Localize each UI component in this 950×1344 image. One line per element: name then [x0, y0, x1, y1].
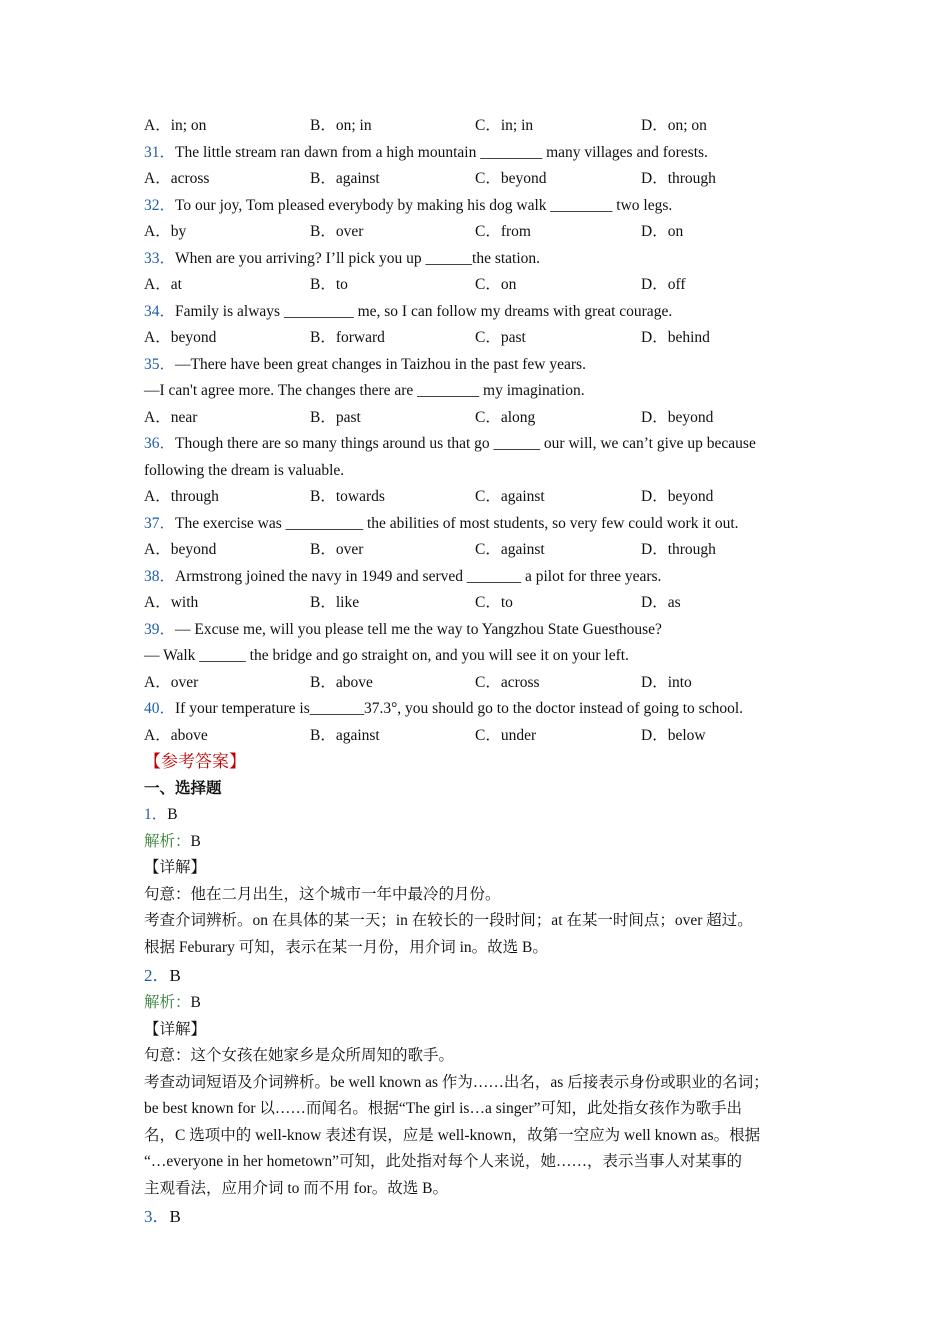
answer-1 [144, 802, 824, 829]
option-a: A．across [144, 170, 210, 187]
question-options [144, 325, 824, 352]
answer-number: 1． [144, 806, 168, 823]
question-stem [144, 299, 824, 326]
option-b: B．towards [310, 488, 385, 505]
option-d: D．through [641, 170, 716, 187]
question-options [144, 670, 824, 697]
q30-options [144, 113, 824, 140]
analysis-line [144, 990, 824, 1017]
option-a: A．in; on [144, 117, 207, 134]
question-options [144, 166, 824, 193]
option-c: C．against [475, 541, 545, 558]
analysis-value: B [190, 994, 201, 1011]
question-number: 37． [144, 514, 176, 532]
question-number: 39． [144, 620, 176, 638]
detail-line: “…everyone in her hometown”可知，此处指对每个人来说，她……，表示当事人对某事的 [144, 1153, 742, 1170]
option-b: B．over [310, 223, 364, 240]
option-b: B．past [310, 408, 361, 426]
option-d: D．behind [641, 329, 710, 346]
detail-line: 句意：这个女孩在她家乡是众所周知的歌手。 [144, 1047, 455, 1064]
option-a: A．with [144, 594, 199, 611]
question-stem [144, 140, 824, 167]
detail-line: 主观看法，应用介词 to 而不用 for。故选 B。 [144, 1179, 448, 1197]
question-options [144, 272, 824, 299]
question-stem [144, 696, 824, 723]
question-text: When are you arriving? I’ll pick you up ______the station. [175, 249, 541, 267]
question-number: 32． [144, 196, 176, 214]
option-b: B．against [310, 170, 380, 187]
question-text-continued: —I can't agree more. The changes there are ________ my imagination. [144, 382, 585, 399]
section-title: 一、选择题 [144, 779, 222, 797]
option-a: A．over [144, 673, 199, 691]
option-c: C．in; in [475, 117, 534, 134]
option-d: D．beyond [641, 408, 714, 426]
option-c: C．under [475, 726, 537, 744]
option-d: D．on; on [641, 117, 707, 134]
option-d: D．below [641, 726, 706, 744]
detail-line: 根据 Feburary 可知，表示在某一月份，用介词 in。故选 B。 [144, 938, 548, 956]
option-a: A．beyond [144, 329, 217, 346]
detail-line: 考查介词辨析。on 在具体的某一天；in 在较长的一段时间；at 在某一时间点；over 超过。 [144, 912, 753, 929]
question-options [144, 723, 824, 750]
option-c: C．across [475, 673, 540, 691]
question-options [144, 405, 824, 432]
option-c: C．on [475, 276, 517, 293]
answer-heading: 【参考答案】 [144, 752, 246, 771]
question-text: Though there are so many things around us that go ______ our will, we can’t give up because [175, 435, 756, 452]
question-stem [144, 564, 824, 591]
option-a: A．near [144, 408, 198, 426]
option-d: D．through [641, 541, 716, 558]
detail-line: 名，C 选项中的 well-know 表述有误，应是 well-known，故第一空应为 well known as。根据 [144, 1126, 761, 1144]
option-d: D．into [641, 673, 692, 691]
analysis-label: 解析： [144, 994, 191, 1011]
question-number: 31． [144, 143, 176, 161]
option-d: D．on [641, 223, 684, 240]
detail-line: 考查动词短语及介词辨析。be well known as 作为……出名，as 后接表示身份或职业的名词； [144, 1073, 769, 1091]
question-text: Family is always _________ me, so I can follow my dreams with great courage. [175, 302, 673, 320]
question-text-continued: — Walk ______ the bridge and go straight on, and you will see it on your left. [144, 647, 629, 664]
detail-line: be best known for 以……而闻名。根据“The girl is…a singer”可知，此处指女孩作为歌手出 [144, 1100, 742, 1117]
question-number: 38． [144, 567, 176, 585]
question-stem [144, 511, 824, 538]
question-text: —There have been great changes in Taizhou in the past few years. [175, 355, 586, 373]
option-c: C．to [475, 594, 513, 611]
option-b: B．above [310, 673, 373, 691]
option-a: A．beyond [144, 541, 217, 558]
option-b: B．on; in [310, 117, 372, 134]
option-d: D．as [641, 594, 681, 611]
question-text-continued: following the dream is valuable. [144, 461, 345, 479]
detail-label: 【详解】 [144, 859, 207, 876]
answer-value: B [169, 1207, 181, 1226]
option-a: A．through [144, 488, 219, 505]
option-b: B．like [310, 594, 360, 611]
option-d: D．off [641, 276, 686, 293]
question-number: 36． [144, 435, 176, 452]
question-stem [144, 431, 824, 458]
option-d: D．beyond [641, 488, 714, 505]
question-stem [144, 617, 824, 644]
option-c: C．against [475, 488, 545, 505]
question-options [144, 219, 824, 246]
question-number: 40． [144, 700, 176, 717]
option-c: C．beyond [475, 170, 547, 187]
option-c: C．from [475, 223, 531, 240]
question-text: The little stream ran dawn from a high mountain ________ many villages and forests. [175, 143, 708, 161]
answer-3 [144, 1202, 824, 1231]
answer-number: 3． [144, 1207, 170, 1226]
question-number: 35． [144, 355, 176, 373]
detail-line: 句意：他在二月出生，这个城市一年中最冷的月份。 [144, 885, 501, 903]
document-page [144, 113, 824, 1231]
option-a: A．by [144, 223, 187, 240]
analysis-value: B [190, 832, 201, 850]
option-a: A．at [144, 276, 182, 293]
analysis-label: 解析： [144, 832, 191, 850]
question-options [144, 537, 824, 564]
option-b: B．against [310, 726, 380, 744]
answer-number: 2． [144, 966, 170, 985]
question-text: If your temperature is_______37.3°, you should go to the doctor instead of going to school. [175, 700, 743, 717]
option-c: C．along [475, 408, 536, 426]
analysis-line [144, 829, 824, 856]
question-stem [144, 193, 824, 220]
answer-2 [144, 961, 824, 990]
option-b: B．to [310, 276, 348, 293]
option-a: A．above [144, 726, 208, 744]
question-list [144, 140, 824, 750]
detail-label: 【详解】 [144, 1020, 207, 1038]
question-text: The exercise was __________ the abilities of most students, so very few could work it out. [175, 514, 739, 532]
question-text: — Excuse me, will you please tell me the way to Yangzhou State Guesthouse? [175, 620, 662, 638]
question-options [144, 590, 824, 617]
question-text: Armstrong joined the navy in 1949 and served _______ a pilot for three years. [175, 567, 662, 585]
answer-value: B [167, 806, 178, 823]
option-c: C．past [475, 329, 526, 346]
question-number: 33． [144, 249, 176, 267]
answer-value: B [169, 966, 181, 985]
question-stem [144, 352, 824, 379]
question-number: 34． [144, 302, 176, 320]
option-b: B．forward [310, 329, 385, 346]
question-options [144, 484, 824, 511]
question-stem [144, 246, 824, 273]
question-text: To our joy, Tom pleased everybody by making his dog walk ________ two legs. [175, 196, 673, 214]
option-b: B．over [310, 541, 364, 558]
